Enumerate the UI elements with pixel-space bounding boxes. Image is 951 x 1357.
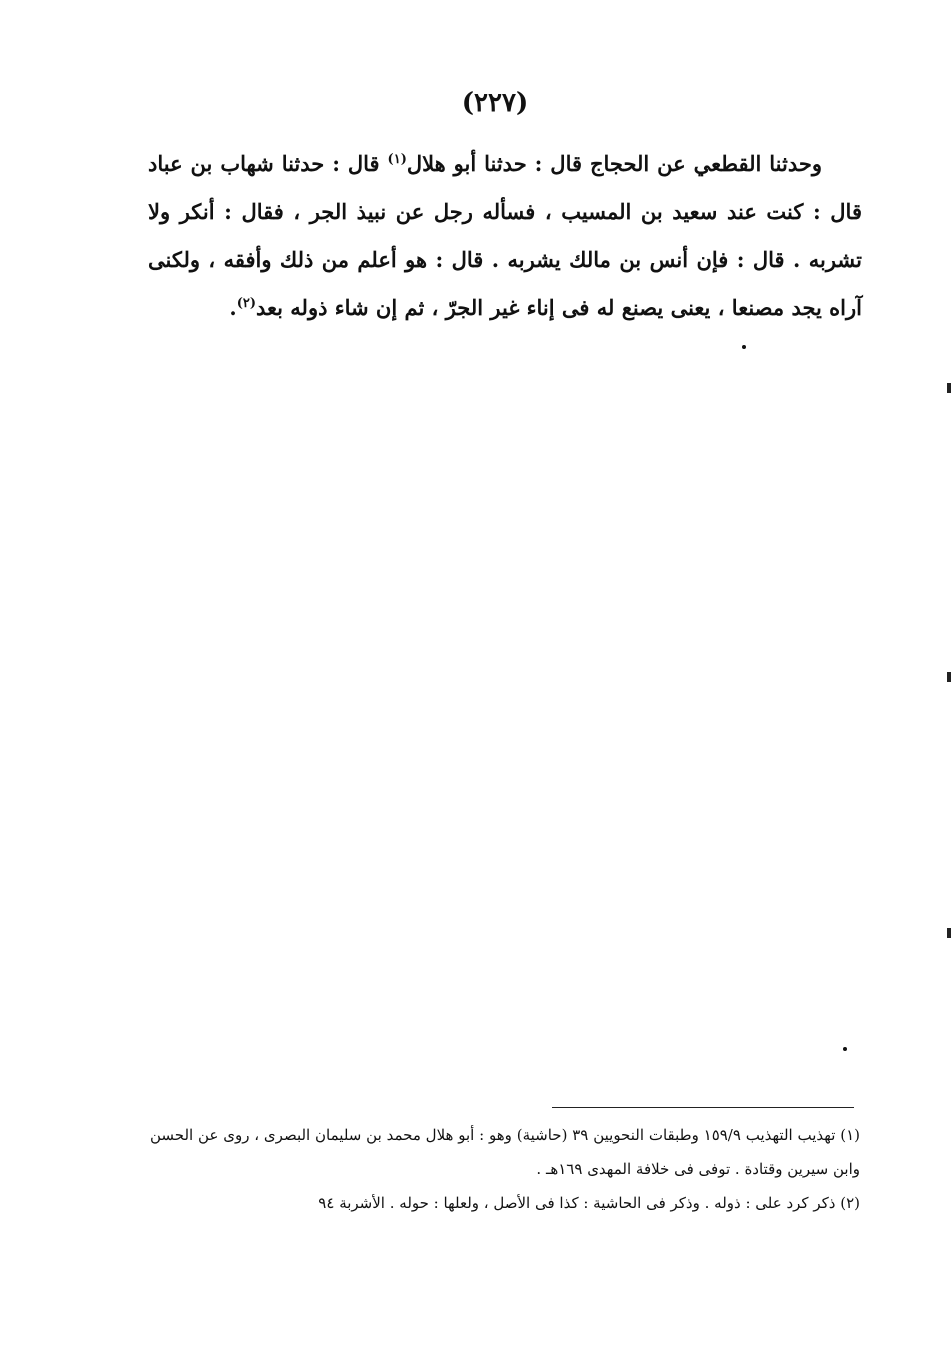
footnote-ref-2: (٢) bbox=[236, 296, 256, 311]
footnote-separator bbox=[552, 1107, 854, 1108]
main-text-part-2: قال : حدثنا شهاب بن عباد قال : كنت عند سعيد بن المسيب ، فسأله رجل عن نبيذ الجر ، فقال : أنكر ولا تشربه . قال : فإن أنس بن مالك يشربه . قال : هو أعلم من ذلك وأفقه ، ولكنى آراه يجد مصنعا ، يعنى يصنع له فى إناء غير الجرّ ، ثم إن شاء ذوله بعد bbox=[148, 151, 862, 320]
scan-edge-mark bbox=[947, 928, 951, 938]
main-text bbox=[148, 140, 862, 332]
main-text-part-1: وحدثنا القطعي عن الحجاج قال : حدثنا أبو هلال bbox=[406, 151, 823, 176]
footnote-2-text: ذكر كرد على : ذوله . وذكر فى الحاشية : كذا فى الأصل ، ولعلها : حوله . الأشربة ٩٤ bbox=[318, 1194, 836, 1212]
stray-dot-mark bbox=[742, 345, 746, 349]
main-paragraph bbox=[148, 140, 862, 332]
footnote-2-marker: (٢) bbox=[840, 1194, 860, 1212]
footnotes bbox=[150, 1118, 860, 1220]
footnote-ref-1: (١) bbox=[387, 152, 407, 167]
stray-dot-mark bbox=[843, 1047, 847, 1051]
page-number: (٢٢٧) bbox=[461, 88, 529, 118]
footnote-2 bbox=[150, 1186, 860, 1220]
footnote-1 bbox=[150, 1118, 860, 1186]
footnote-1-marker: (١) bbox=[840, 1126, 860, 1144]
scan-edge-mark bbox=[947, 383, 951, 393]
footnote-1-text: تهذيب التهذيب ١٥٩/٩ وطبقات النحويين ٣٩ (حاشية) وهو : أبو هلال محمد بن سليمان البصرى ، روى عن الحسن وابن سيرين وقتادة . توفى فى خلافة المهدى ١٦٩هـ . bbox=[150, 1126, 860, 1178]
main-text-end: . bbox=[229, 295, 237, 320]
scan-edge-mark bbox=[947, 672, 951, 682]
